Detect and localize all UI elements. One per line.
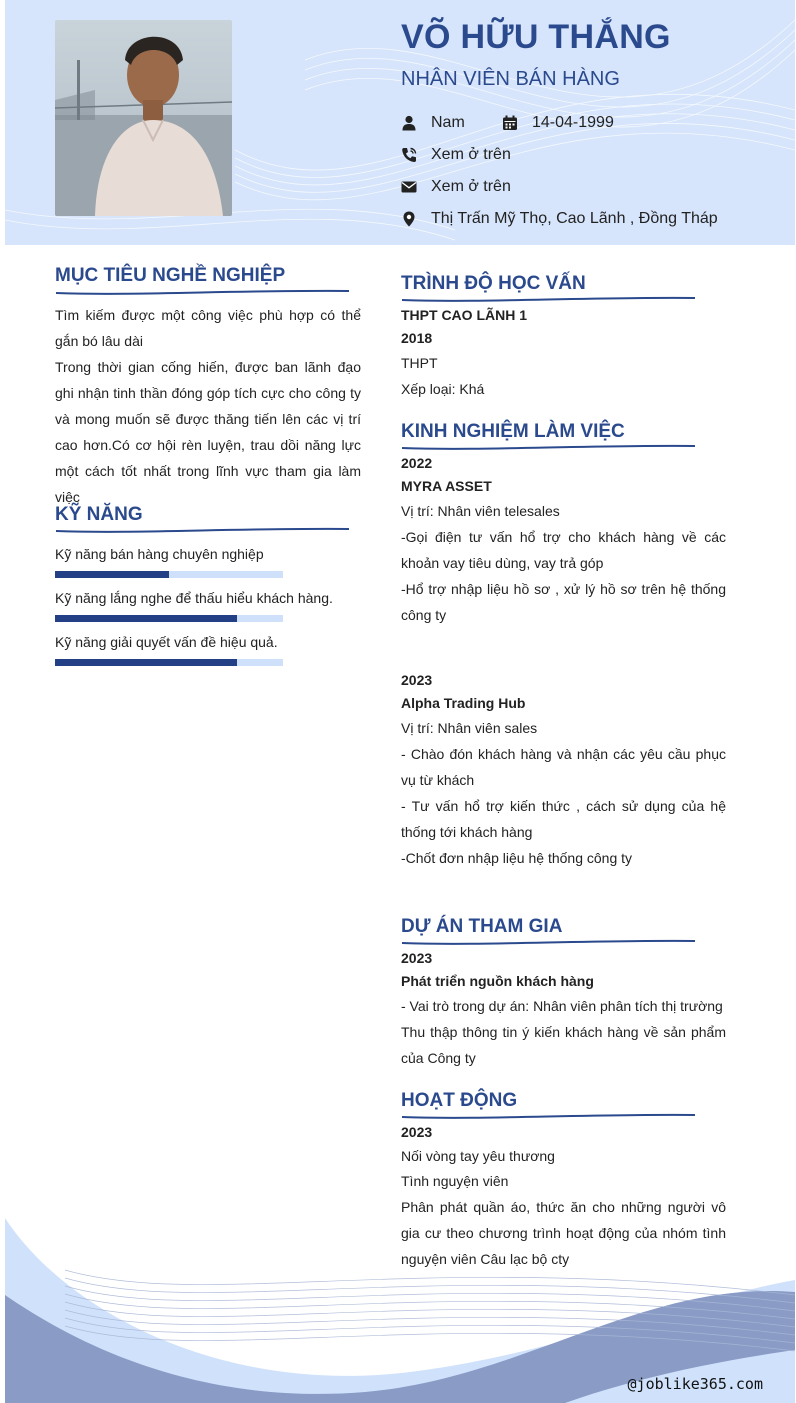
skill-bar [55,571,283,578]
objective-title: MỤC TIÊU NGHỀ NGHIỆP [55,265,286,286]
phone-row [401,144,511,166]
job-year: 2022 [401,455,433,471]
skill-bar-fill [55,571,169,578]
project-name: Phát triển nguồn khách hàng [401,973,594,989]
skill-bar-fill [55,659,237,666]
school-name: THPT CAO LÃNH 1 [401,307,527,323]
skill-bar [55,659,283,666]
job-duty: -Gọi điện tư vấn hổ trợ cho khách hàng về các khoản vay tiêu dùng, vay trả góp [401,529,726,571]
job-company: Alpha Trading Hub [401,695,526,711]
experience-job [401,669,726,871]
skill-bar [55,615,283,622]
dob-row [502,112,614,134]
skill-label: Kỹ năng lắng nghe để thấu hiểu khách hàng. [55,590,333,606]
email-value: Xem ở trên [431,178,511,195]
activity-role: Tình nguyện viên [401,1173,509,1189]
job-duty: - Tư vấn hổ trợ kiến thức , cách sử dụng của hệ thống tới khách hàng [401,798,726,840]
job-position: Vị trí: Nhân viên telesales [401,503,560,519]
education-title: TRÌNH ĐỘ HỌC VẤN [401,273,586,294]
header [5,0,795,245]
project-role: - Vai trò trong dự án: Nhân viên phân tích thị trường [401,998,723,1014]
education-year: 2018 [401,330,433,346]
job-duty: -Chốt đơn nhập liệu hệ thống công ty [401,850,633,866]
experience-underline [401,442,696,452]
dob-value: 14-04-1999 [532,114,614,131]
objective-underline [55,287,350,297]
skill-item [55,545,345,578]
gender-value: Nam [431,114,465,131]
project-desc: Thu thập thông tin ý kiến khách hàng về sản phẩm của Công ty [401,1024,726,1066]
calendar-icon [502,115,518,131]
phone-icon [401,147,417,163]
job-duty: -Hổ trợ nhập liệu hồ sơ , xử lý hồ sơ trên hệ thống công ty [401,581,726,623]
location-pin-icon [401,211,417,227]
skill-bar-fill [55,615,237,622]
projects-title: DỰ ÁN THAM GIA [401,916,563,937]
job-duty: - Chào đón khách hàng và nhận các yêu cầu phục vụ từ khách [401,746,726,788]
education-block [401,304,726,402]
experience-job [401,452,726,628]
gender-row [401,112,465,134]
email-row [401,176,511,198]
candidate-name: VÕ HỮU THẮNG [401,18,671,56]
skills-underline [55,525,350,535]
skill-label: Kỹ năng giải quyết vấn đề hiệu quả. [55,634,278,650]
footer-wave-decoration [5,1200,795,1403]
project-year: 2023 [401,950,433,966]
projects-underline [401,937,696,947]
activity-name: Nối vòng tay yêu thương [401,1148,555,1164]
job-title: NHÂN VIÊN BÁN HÀNG [401,68,620,90]
skill-item [55,633,345,666]
phone-value: Xem ở trên [431,146,511,163]
email-icon [401,179,417,195]
experience-title: KINH NGHIỆM LÀM VIỆC [401,421,625,442]
skill-label: Kỹ năng bán hàng chuyên nghiệp [55,546,264,562]
address-value: Thị Trấn Mỹ Thọ, Cao Lãnh , Đồng Tháp [431,210,718,227]
skills-title: KỸ NĂNG [55,504,143,525]
education-level: THPT [401,355,438,371]
activities-underline [401,1111,696,1121]
activity-desc: Phân phát quần áo, thức ăn cho những người vô gia cư theo chương trình hoạt động của nhóm tình nguyện viên Câu lạc bộ cty [401,1199,726,1267]
profile-photo [55,20,232,216]
cv-page [5,0,795,1403]
job-company: MYRA ASSET [401,478,492,494]
education-grade: Xếp loại: Khá [401,381,485,397]
job-year: 2023 [401,672,433,688]
objective-line-2: Trong thời gian cống hiến, được ban lãnh đạo ghi nhận tinh thần đóng góp tích cực cho công ty và mong muốn sẽ được thăng tiến lên các vị trí cao hơn.Có cơ hội rèn luyện, trau dồi năng lực một cách tốt nhất trong lĩnh vực tham gia làm việc [55,359,361,505]
skill-item [55,589,345,622]
watermark: @joblike365.com [627,1375,763,1393]
job-position: Vị trí: Nhân viên sales [401,720,538,736]
education-underline [401,294,696,304]
project-block [401,947,726,1071]
activities-title: HOẠT ĐỘNG [401,1090,518,1111]
address-row [401,208,718,230]
activity-year: 2023 [401,1124,433,1140]
objective-line-1: Tìm kiếm được một công việc phù hợp có thể gắn bó lâu dài [55,307,361,349]
person-icon [401,115,417,131]
